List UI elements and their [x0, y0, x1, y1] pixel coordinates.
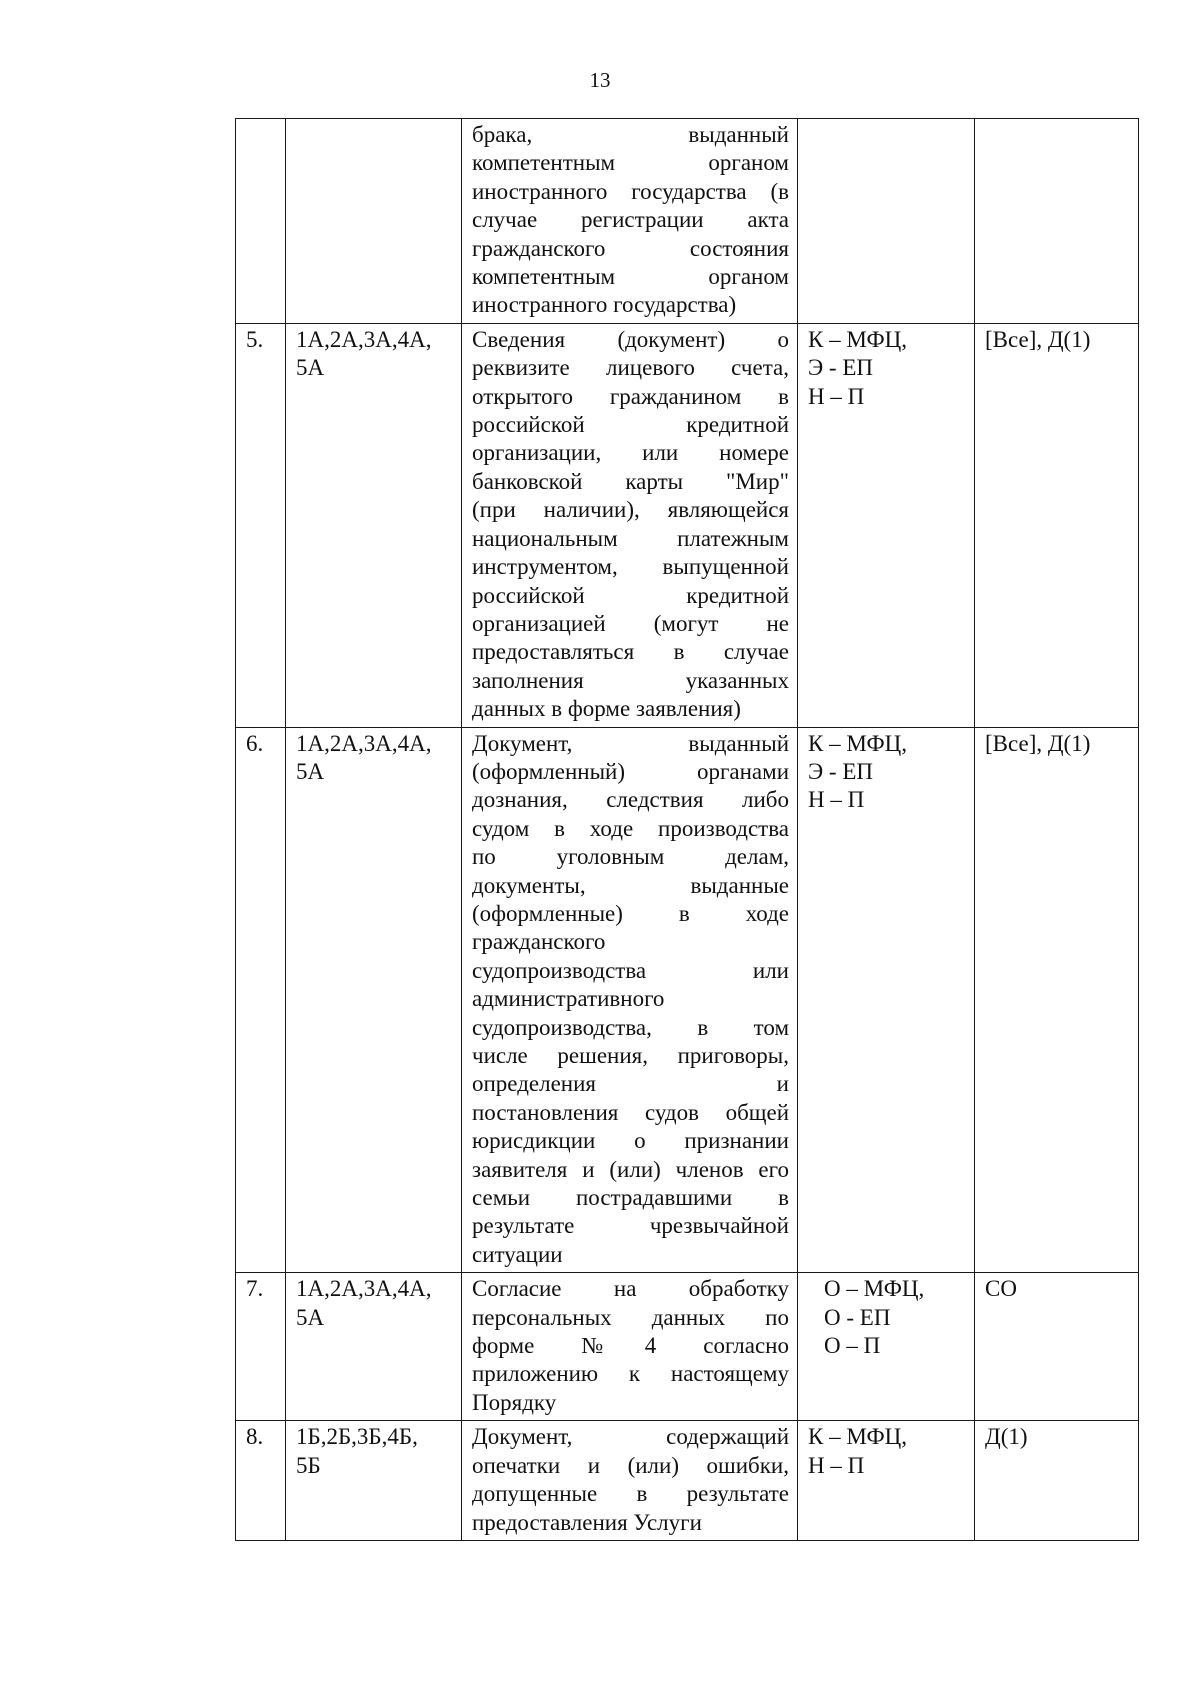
- description-line: дознания, следствия либо: [472, 787, 789, 813]
- description-line: судом в ходе производства: [472, 815, 789, 841]
- description-line: организации, или номере: [472, 440, 789, 466]
- table-row: [236, 1273, 1139, 1421]
- description-line: предоставляться в случае: [472, 639, 789, 665]
- category-code-line: 1А,2А,3А,4А,: [296, 730, 432, 756]
- row-number-cell: 7.: [236, 1273, 286, 1421]
- description-line: ситуации: [472, 1241, 563, 1267]
- submission-method-line: Н – П: [808, 383, 865, 409]
- category-codes-cell: [286, 727, 462, 1273]
- description-line: (оформленный) органами: [472, 758, 789, 784]
- description-line: допущенные в результате: [472, 1481, 789, 1507]
- document-description-cell: [462, 1421, 798, 1541]
- category-code-line: 1Б,2Б,3Б,4Б,: [296, 1424, 418, 1450]
- submission-method-cell: [798, 1273, 975, 1421]
- description-line: организацией (могут не: [472, 610, 789, 636]
- category-code-line: 5А: [296, 758, 325, 784]
- description-line: брака, выданный: [472, 122, 789, 147]
- document-description-cell: [462, 119, 798, 324]
- table-body: [236, 119, 1139, 1541]
- description-line: компетентным органом: [472, 264, 789, 290]
- submission-method-line: К – МФЦ,: [808, 326, 908, 352]
- submission-method-cell: [798, 323, 975, 727]
- category-code-line: 5Б: [296, 1452, 321, 1478]
- category-code-line: 1А,2А,3А,4А,: [296, 326, 432, 352]
- description-line: определения и: [472, 1071, 789, 1097]
- description-line: по уголовным делам,: [472, 844, 789, 870]
- description-line: предоставления Услуги: [472, 1509, 702, 1535]
- description-line: (при наличии), являющейся: [472, 497, 789, 523]
- table-row: [236, 1421, 1139, 1541]
- table-row: [236, 727, 1139, 1273]
- document-description-cell: [462, 323, 798, 727]
- submission-method-cell: [798, 1421, 975, 1541]
- description-line: постановления судов общей: [472, 1099, 789, 1125]
- description-line: Порядку: [472, 1389, 557, 1415]
- submission-method-line: О – П: [824, 1333, 881, 1359]
- description-line: национальным платежным: [472, 525, 789, 551]
- description-line: документы, выданные: [472, 872, 789, 898]
- description-line: данных в форме заявления): [472, 696, 741, 722]
- description-line: заявителя и (или) членов его: [472, 1156, 789, 1182]
- description-line: инструментом, выпущенной: [472, 554, 789, 580]
- requirement-note-cell: [975, 119, 1139, 324]
- description-line: судопроизводства или: [472, 957, 789, 983]
- submission-method-line: О - ЕП: [824, 1304, 891, 1330]
- documents-table: [235, 118, 1139, 1541]
- description-line: числе решения, приговоры,: [472, 1043, 789, 1068]
- requirement-note-cell: [Все], Д(1): [975, 727, 1139, 1273]
- submission-method-line: Э - ЕП: [808, 758, 874, 784]
- description-line: Согласие на обработку: [472, 1276, 789, 1302]
- submission-method-line: Н – П: [808, 1452, 865, 1478]
- description-line: юрисдикции о признании: [472, 1128, 789, 1154]
- description-line: опечатки и (или) ошибки,: [472, 1452, 789, 1478]
- submission-method-line: К – МФЦ,: [808, 730, 908, 756]
- description-line: гражданского: [472, 929, 606, 955]
- category-code-line: 5А: [296, 1304, 325, 1330]
- description-line: Документ, содержащий: [472, 1424, 789, 1450]
- description-line: реквизите лицевого счета,: [472, 355, 789, 381]
- category-codes-cell: [286, 119, 462, 324]
- description-line: иностранного государства): [472, 292, 737, 318]
- table-row: [236, 323, 1139, 727]
- category-code-line: 1А,2А,3А,4А,: [296, 1276, 432, 1302]
- document-description-cell: [462, 727, 798, 1273]
- submission-method-cell: [798, 119, 975, 324]
- description-line: открытого гражданином в: [472, 383, 789, 409]
- requirement-note-cell: СО: [975, 1273, 1139, 1421]
- description-line: Документ, выданный: [472, 730, 789, 756]
- description-line: случае регистрации акта: [472, 207, 789, 233]
- page-number: 13: [589, 68, 611, 92]
- description-line: результате чрезвычайной: [472, 1213, 789, 1239]
- description-line: судопроизводства, в том: [472, 1014, 789, 1040]
- description-line: гражданского состояния: [472, 235, 789, 261]
- row-number-cell: 8.: [236, 1421, 286, 1541]
- submission-method-cell: [798, 727, 975, 1273]
- description-line: банковской карты "Мир": [472, 468, 789, 494]
- description-line: Сведения (документ) о: [472, 326, 789, 352]
- description-line: (оформленные) в ходе: [472, 900, 789, 926]
- document-description-cell: [462, 1273, 798, 1421]
- description-line: административного: [472, 986, 665, 1012]
- category-codes-cell: [286, 323, 462, 727]
- description-line: персональных данных по: [472, 1304, 789, 1330]
- category-codes-cell: [286, 1273, 462, 1421]
- category-code-line: 5А: [296, 355, 325, 381]
- row-number-cell: [236, 119, 286, 324]
- description-line: компетентным органом: [472, 150, 789, 176]
- submission-method-line: Э - ЕП: [808, 355, 874, 381]
- description-line: форме №4 согласно: [472, 1333, 789, 1359]
- category-codes-cell: [286, 1421, 462, 1541]
- description-line: российской кредитной: [472, 582, 789, 608]
- description-line: семьи пострадавшими в: [472, 1185, 789, 1211]
- description-line: иностранного государства (в: [472, 178, 789, 204]
- description-line: приложению к настоящему: [472, 1361, 789, 1387]
- requirement-note-cell: Д(1): [975, 1421, 1139, 1541]
- submission-method-line: О – МФЦ,: [824, 1276, 925, 1302]
- submission-method-line: Н – П: [808, 787, 865, 813]
- description-line: заполнения указанных: [472, 667, 789, 693]
- description-line: российской кредитной: [472, 412, 789, 438]
- row-number-cell: 6.: [236, 727, 286, 1273]
- submission-method-line: К – МФЦ,: [808, 1424, 908, 1450]
- requirement-note-cell: [Все], Д(1): [975, 323, 1139, 727]
- table-row: [236, 119, 1139, 324]
- row-number-cell: 5.: [236, 323, 286, 727]
